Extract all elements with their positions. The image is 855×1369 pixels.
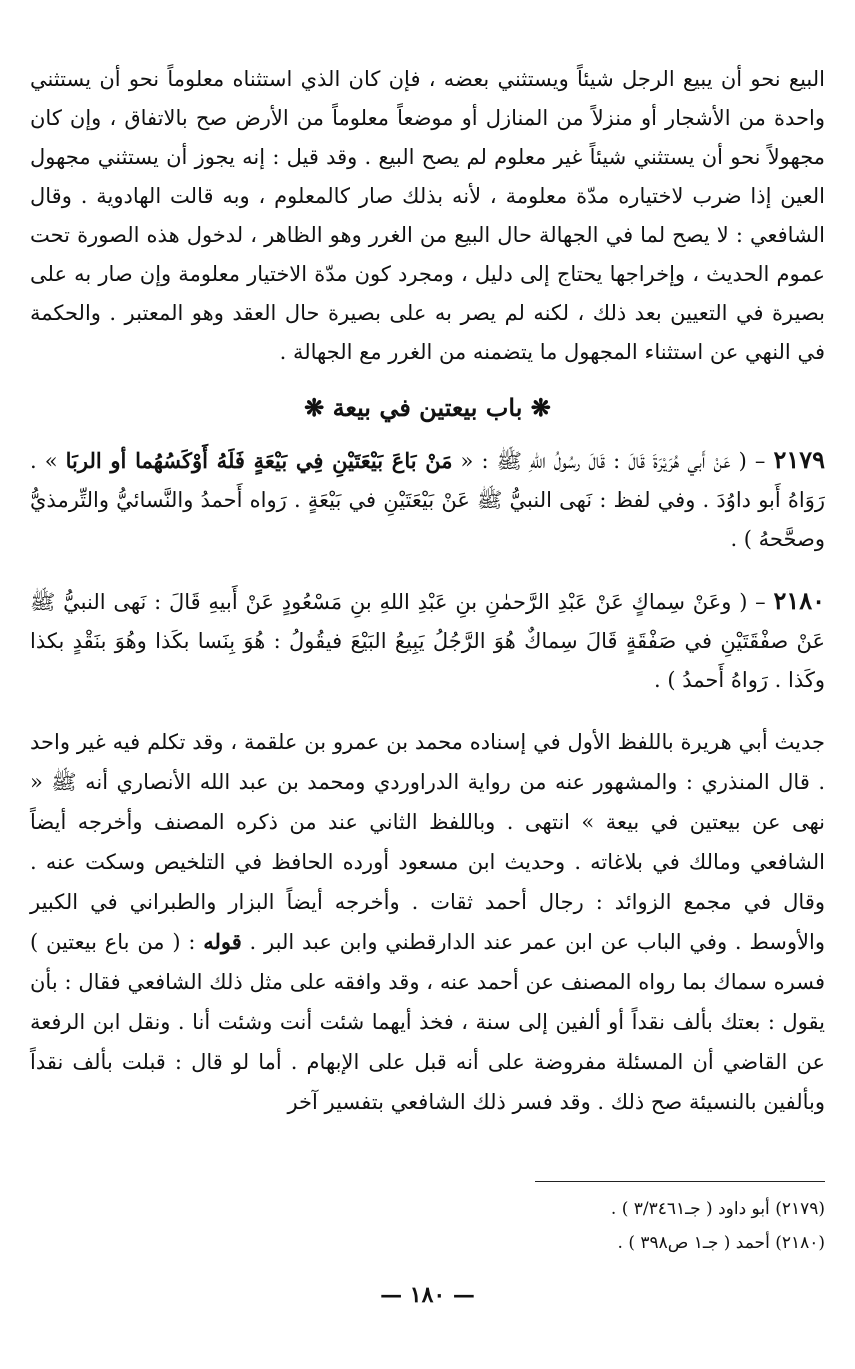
footnote-2180: (٢١٨٠) أحمد ( جـ١ ص٣٩٨ ) .: [617, 1233, 825, 1253]
commentary-part2: : ( من باع بيعتين ) فسره سماك بما رواه المصنف عن أحمد عنه ، وقد وافقه على مثل ذلك الشافعي فقال : بأن يقول : بعتك بألف نقداً أو ألفين إلى سنة ، فخذ أيهما شئت أنت وشئت أنا . ونقل ابن الرفعة عن القاضي أن المسئلة مفروضة على أنه قبل على الإبهام . أما لو قال : قبلت بألف نقداً وبألفين بالنسيئة صح ذلك . وقد فسر ذلك الشافعي بتفسير آخر: [30, 930, 825, 1114]
hadith-quote: مَنْ بَاعَ بَيْعَتَيْنِ فِي بَيْعَةٍ فَلَهُ أَوْكَسُهُما أو الربَا: [65, 448, 453, 473]
hadith-rest: » . رَوَاهُ أَبو داوُدَ . وفي لفظ : نَهى النبيُّ ﷺ عَنْ بَيْعَتَيْنِ في بَيْعَةٍ . رَواه أَحمدُ والنَّسائيُّ والتِّرمذيُّ وصحَّحهُ ) .: [30, 449, 825, 551]
page-body: [30, 60, 825, 1122]
footnote-2179: (٢١٧٩) أبو داود ( جـ٣/٣٤٦١ ) .: [610, 1199, 825, 1219]
commentary-keyword: قوله: [203, 929, 242, 954]
section-heading: ❋ باب بيعتين في بيعة ❋: [304, 393, 551, 422]
hadith-2180: [30, 581, 825, 700]
footnote-divider: [535, 1181, 825, 1182]
intro-paragraph: البيع نحو أن يبيع الرجل شيئاً ويستثني بعضه ، فإن كان الذي استثناه معلوماً نحو أن يستثني واحدة من الأشجار أو منزلاً من المنازل أو موضعاً معلوماً من الأرض صح بالاتفاق ، وإن كان مجهولاً نحو أن يستثني شيئاً غير معلوم لم يصح البيع . وقد قيل : إنه يجوز أن يستثني مجهول العين إذا ضرب لاختياره مدّة معلومة ، لأنه بذلك صار كالمعلوم ، وبه قالت الهادوية . وقال الشافعي : لا يصح لما في الجهالة حال البيع من الغرر وهو الظاهر ، لدخول هذه الصورة تحت عموم الحديث ، وإخراجها يحتاج إلى دليل ، ومجرد كون مدّة الاختيار معلومة وإن صار به على بصيرة في التعيين بعد ذلك ، لكنه لم يصر به على بصيرة حال العقد وهو المعتبر . والحكمة في النهي عن استثناء المجهول ما يتضمنه من الغرر مع الجهالة .: [30, 67, 825, 364]
hadith-number: ٢١٧٩: [773, 445, 826, 474]
commentary-part1: جديث أبي هريرة باللفظ الأول في إسناده محمد بن عمرو بن علقمة ، وقد تكلم فيه غير واحد . قال المنذري : والمشهور عنه من رواية الدراوردي ومحمد بن عبد الله الأنصاري أنه ﷺ « نهى عن بيعتين في بيعة » انتهى . وباللفظ الثاني عند من ذكره المصنف وأخرجه أيضاً الشافعي ومالك في بلاغاته . وحديث ابن مسعود أورده الحافظ في التلخيص وسكت عنه . وقال في مجمع الزوائد : رجال أحمد ثقات . وأخرجه أيضاً البزار والطبراني في الكبير والأوسط . وفي الباب عن ابن عمر عند الدارقطني وابن عبد البر .: [30, 730, 825, 954]
footnotes: [30, 1192, 825, 1260]
page-number: — ١٨٠ —: [380, 1282, 475, 1308]
hadith-number: ٢١٨٠: [773, 586, 825, 615]
hadith-opening: – ( عَنْ أَبي هُرَيْرَةَ قَالَ : قَالَ رسُولُ اللهِ ﷺ : «: [452, 449, 774, 473]
hadith-text: – ( وعَنْ سِماكٍ عَنْ عَبْدِ الرَّحمٰنِ بنِ عَبْدِ اللهِ بنِ مَسْعُودٍ عَنْ أَبيهِ قَالَ : نَهى النبيُّ ﷺ عَنْ صفْقَتَيْنِ في صَفْقَةٍ قَالَ سِماكٌ هُوَ الرَّجُلُ يَبِيعُ البَيْعَ فيقُولُ : هُوَ بِنَسا بكَذا وهُوَ بنَقْدٍ بكذا وكَذا . رَواهُ أَحمدُ ) .: [30, 590, 825, 692]
commentary-paragraph: [30, 722, 825, 1122]
hadith-2179: [30, 440, 825, 559]
